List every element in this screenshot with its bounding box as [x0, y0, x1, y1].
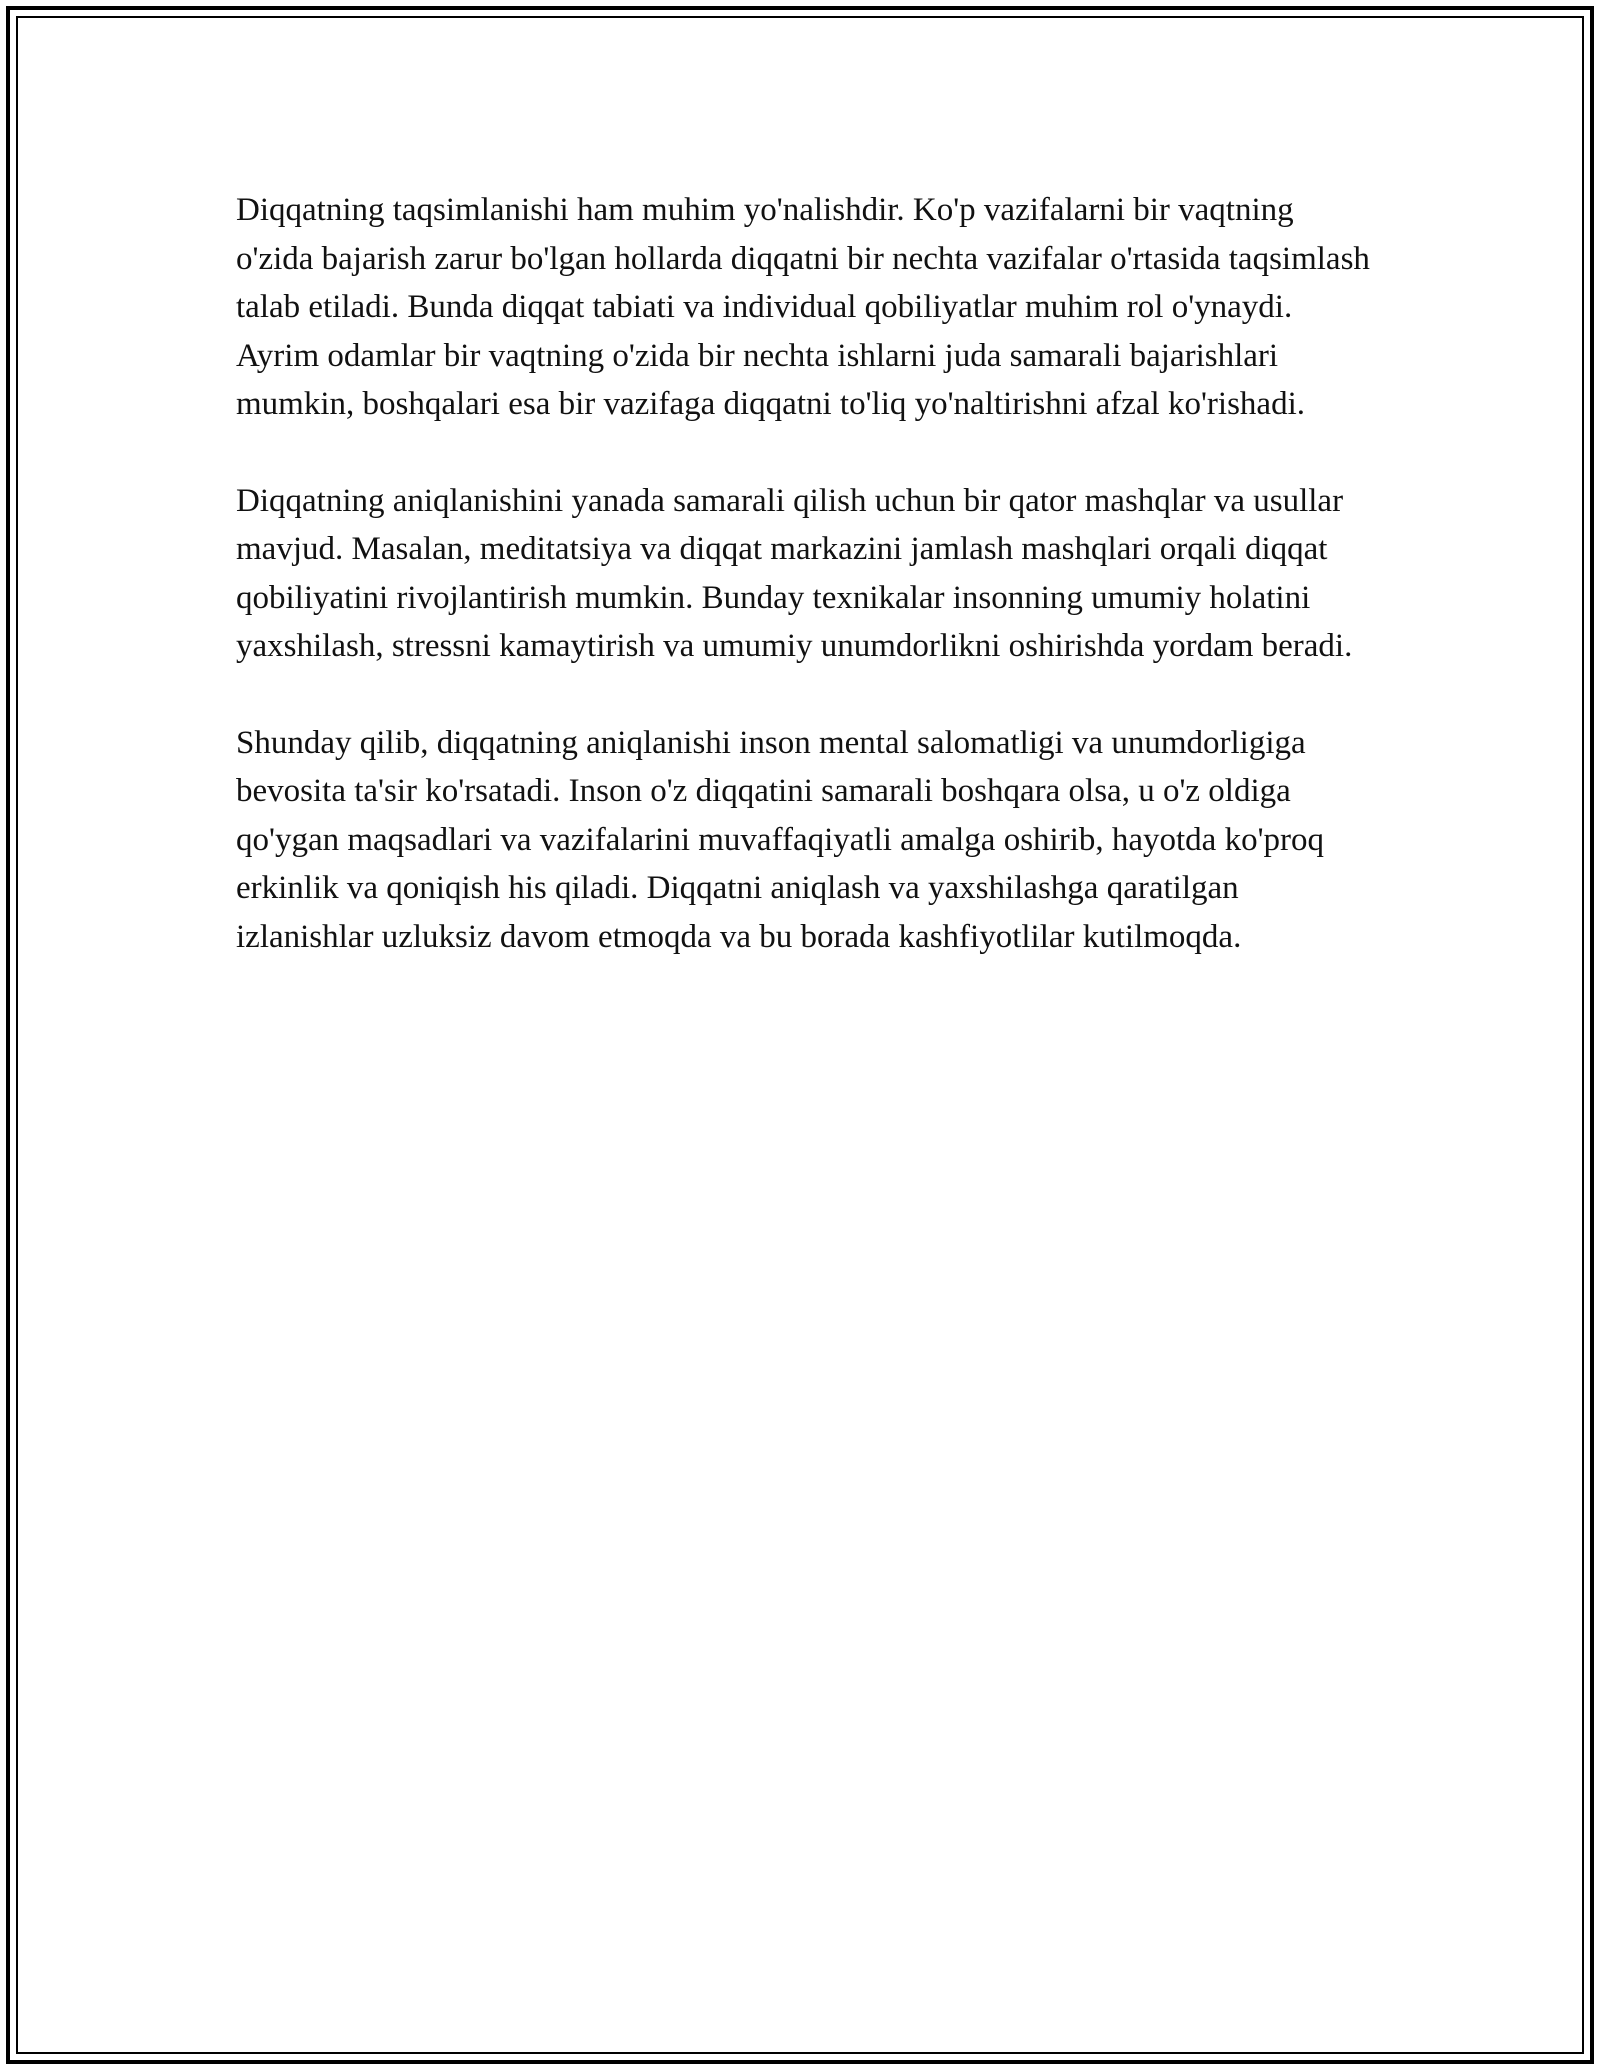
paragraph-1: Diqqatning taqsimlanishi ham muhim yo'nalishdir. Ko'p vazifalarni bir vaqtning o'zida bajarish zarur bo'lgan hollarda diqqatni bir nechta vazifalar o'rtasida taqsimlash talab etiladi. Bunda diqqat tabiati va individual qobiliyatlar muhim rol o'ynaydi. Ayrim odamlar bir vaqtning o'zida bir nechta ishlarni juda samarali bajarishlari mumkin, boshqalari esa bir vazifaga diqqatni to'liq yo'naltirishni afzal ko'rishadi. [236, 192, 1370, 422]
paragraph-3: Shunday qilib, diqqatning aniqlanishi inson mental salomatligi va unumdorligiga bevosita ta'sir ko'rsatadi. Inson o'z diqqatini samarali boshqara olsa, u o'z oldiga qo'ygan maqsadlari va vazifalarini muvaffaqiyatli amalga oshirib, hayotda ko'proq erkinlik va qoniqish his qiladi. Diqqatni aniqlash va yaxshilashga qaratilgan izlanishlar uzluksiz davom etmoqda va bu borada kashfiyotlilar kutilmoqda. [236, 724, 1325, 955]
document-body [236, 186, 1376, 1009]
paragraph-2: Diqqatning aniqlanishini yanada samarali qilish uchun bir qator mashqlar va usullar mavjud. Masalan, meditatsiya va diqqat markazini jamlash mashqlari orqali diqqat qobiliyatini rivojlantirish mumkin. Bunday texnikalar insonning umumiy holatini yaxshilash, stressni kamaytirish va umumiy unumdorlikni oshirishda yordam beradi. [236, 482, 1353, 664]
